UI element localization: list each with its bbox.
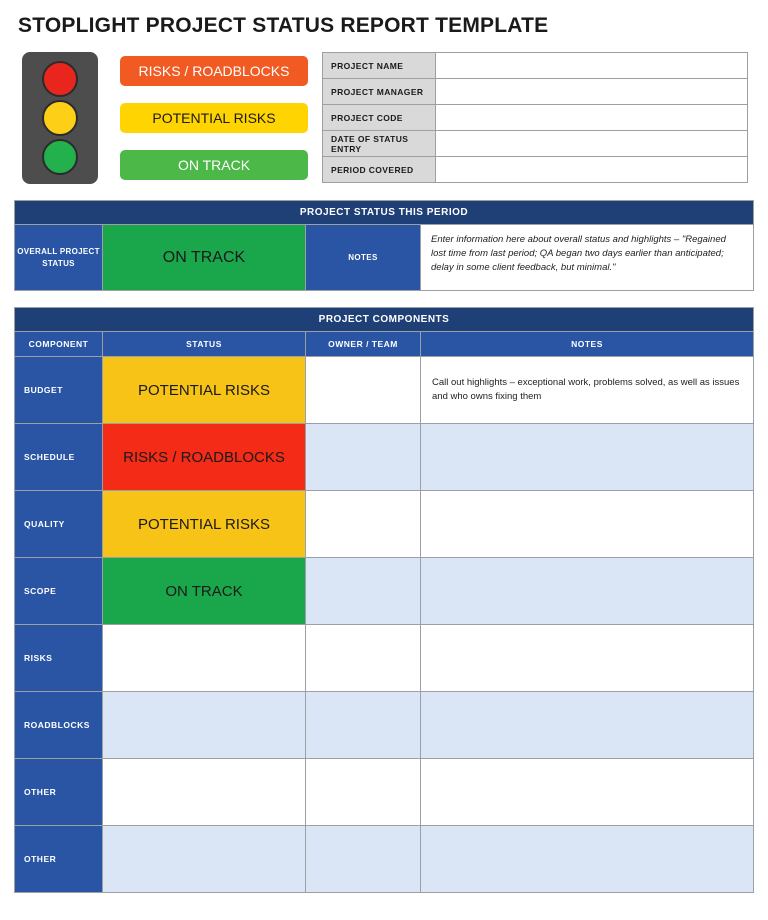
row-owner-other-2[interactable] <box>306 825 421 892</box>
row-status-other-2[interactable] <box>103 825 306 892</box>
row-owner-schedule[interactable] <box>306 423 421 490</box>
row-label-schedule: SCHEDULE <box>15 423 103 490</box>
period-covered-field[interactable] <box>436 157 748 183</box>
row-label-budget: BUDGET <box>15 356 103 423</box>
page-title: STOPLIGHT PROJECT STATUS REPORT TEMPLATE <box>18 14 549 37</box>
date-of-status-entry-label: DATE OF STATUS ENTRY <box>323 131 436 157</box>
overall-notes-label: NOTES <box>306 224 421 290</box>
row-notes-quality[interactable] <box>421 490 753 557</box>
red-lamp-icon <box>42 61 78 97</box>
column-header-status: STATUS <box>103 331 306 356</box>
column-header-notes: NOTES <box>421 331 753 356</box>
stoplight-graphic <box>22 52 98 184</box>
table-row <box>323 157 748 183</box>
project-manager-field[interactable] <box>436 79 748 105</box>
legend-potential-risks: POTENTIAL RISKS <box>120 103 308 133</box>
row-label-roadblocks: ROADBLOCKS <box>15 691 103 758</box>
row-status-quality[interactable]: POTENTIAL RISKS <box>103 490 306 557</box>
row-notes-risks[interactable] <box>421 624 753 691</box>
row-owner-risks[interactable] <box>306 624 421 691</box>
legend-on-track: ON TRACK <box>120 150 308 180</box>
overall-status-label: OVERALL PROJECT STATUS <box>15 224 103 290</box>
row-label-other-1: OTHER <box>15 758 103 825</box>
components-column-headers <box>15 331 753 356</box>
project-name-field[interactable] <box>436 53 748 79</box>
project-components-header: PROJECT COMPONENTS <box>15 308 753 331</box>
row-notes-scope[interactable] <box>421 557 753 624</box>
table-row <box>15 758 753 825</box>
row-owner-scope[interactable] <box>306 557 421 624</box>
row-label-other-2: OTHER <box>15 825 103 892</box>
project-status-header: PROJECT STATUS THIS PERIOD <box>15 201 753 224</box>
legend-risks-roadblocks: RISKS / ROADBLOCKS <box>120 56 308 86</box>
table-row <box>15 423 753 490</box>
row-status-scope[interactable]: ON TRACK <box>103 557 306 624</box>
project-manager-label: PROJECT MANAGER <box>323 79 436 105</box>
header-area <box>0 38 768 184</box>
status-legend <box>120 52 308 184</box>
project-code-label: PROJECT CODE <box>323 105 436 131</box>
row-status-roadblocks[interactable] <box>103 691 306 758</box>
table-row <box>15 691 753 758</box>
overall-notes-text[interactable]: Enter information here about overall status and highlights – "Regained lost time from last period; QA began two days earlier than anticipated; delay in some client feedback, but minimal." <box>421 224 753 290</box>
table-row <box>323 79 748 105</box>
yellow-lamp-icon <box>42 100 78 136</box>
date-of-status-entry-field[interactable] <box>436 131 748 157</box>
row-status-other-1[interactable] <box>103 758 306 825</box>
table-row <box>15 624 753 691</box>
table-row <box>323 131 748 157</box>
row-status-schedule[interactable]: RISKS / ROADBLOCKS <box>103 423 306 490</box>
row-label-quality: QUALITY <box>15 490 103 557</box>
row-notes-schedule[interactable] <box>421 423 753 490</box>
overall-status-value[interactable]: ON TRACK <box>103 224 306 290</box>
row-notes-roadblocks[interactable] <box>421 691 753 758</box>
row-label-risks: RISKS <box>15 624 103 691</box>
green-lamp-icon <box>42 139 78 175</box>
table-row <box>323 105 748 131</box>
row-notes-other-1[interactable] <box>421 758 753 825</box>
table-row <box>323 53 748 79</box>
row-label-scope: SCOPE <box>15 557 103 624</box>
table-row <box>15 825 753 892</box>
column-header-component: COMPONENT <box>15 331 103 356</box>
overall-status-row <box>15 224 753 290</box>
project-name-label: PROJECT NAME <box>323 53 436 79</box>
project-info-table <box>322 52 748 183</box>
project-code-field[interactable] <box>436 105 748 131</box>
table-row <box>15 557 753 624</box>
project-status-section <box>14 200 754 291</box>
row-notes-other-2[interactable] <box>421 825 753 892</box>
row-owner-roadblocks[interactable] <box>306 691 421 758</box>
row-owner-budget[interactable] <box>306 356 421 423</box>
column-header-owner: OWNER / TEAM <box>306 331 421 356</box>
row-owner-other-1[interactable] <box>306 758 421 825</box>
table-row <box>15 356 753 423</box>
table-row <box>15 490 753 557</box>
row-status-risks[interactable] <box>103 624 306 691</box>
project-components-section <box>14 307 754 893</box>
row-notes-budget[interactable]: Call out highlights – exceptional work, problems solved, as well as issues and who owns fixing them <box>421 356 753 423</box>
period-covered-label: PERIOD COVERED <box>323 157 436 183</box>
row-status-budget[interactable]: POTENTIAL RISKS <box>103 356 306 423</box>
row-owner-quality[interactable] <box>306 490 421 557</box>
